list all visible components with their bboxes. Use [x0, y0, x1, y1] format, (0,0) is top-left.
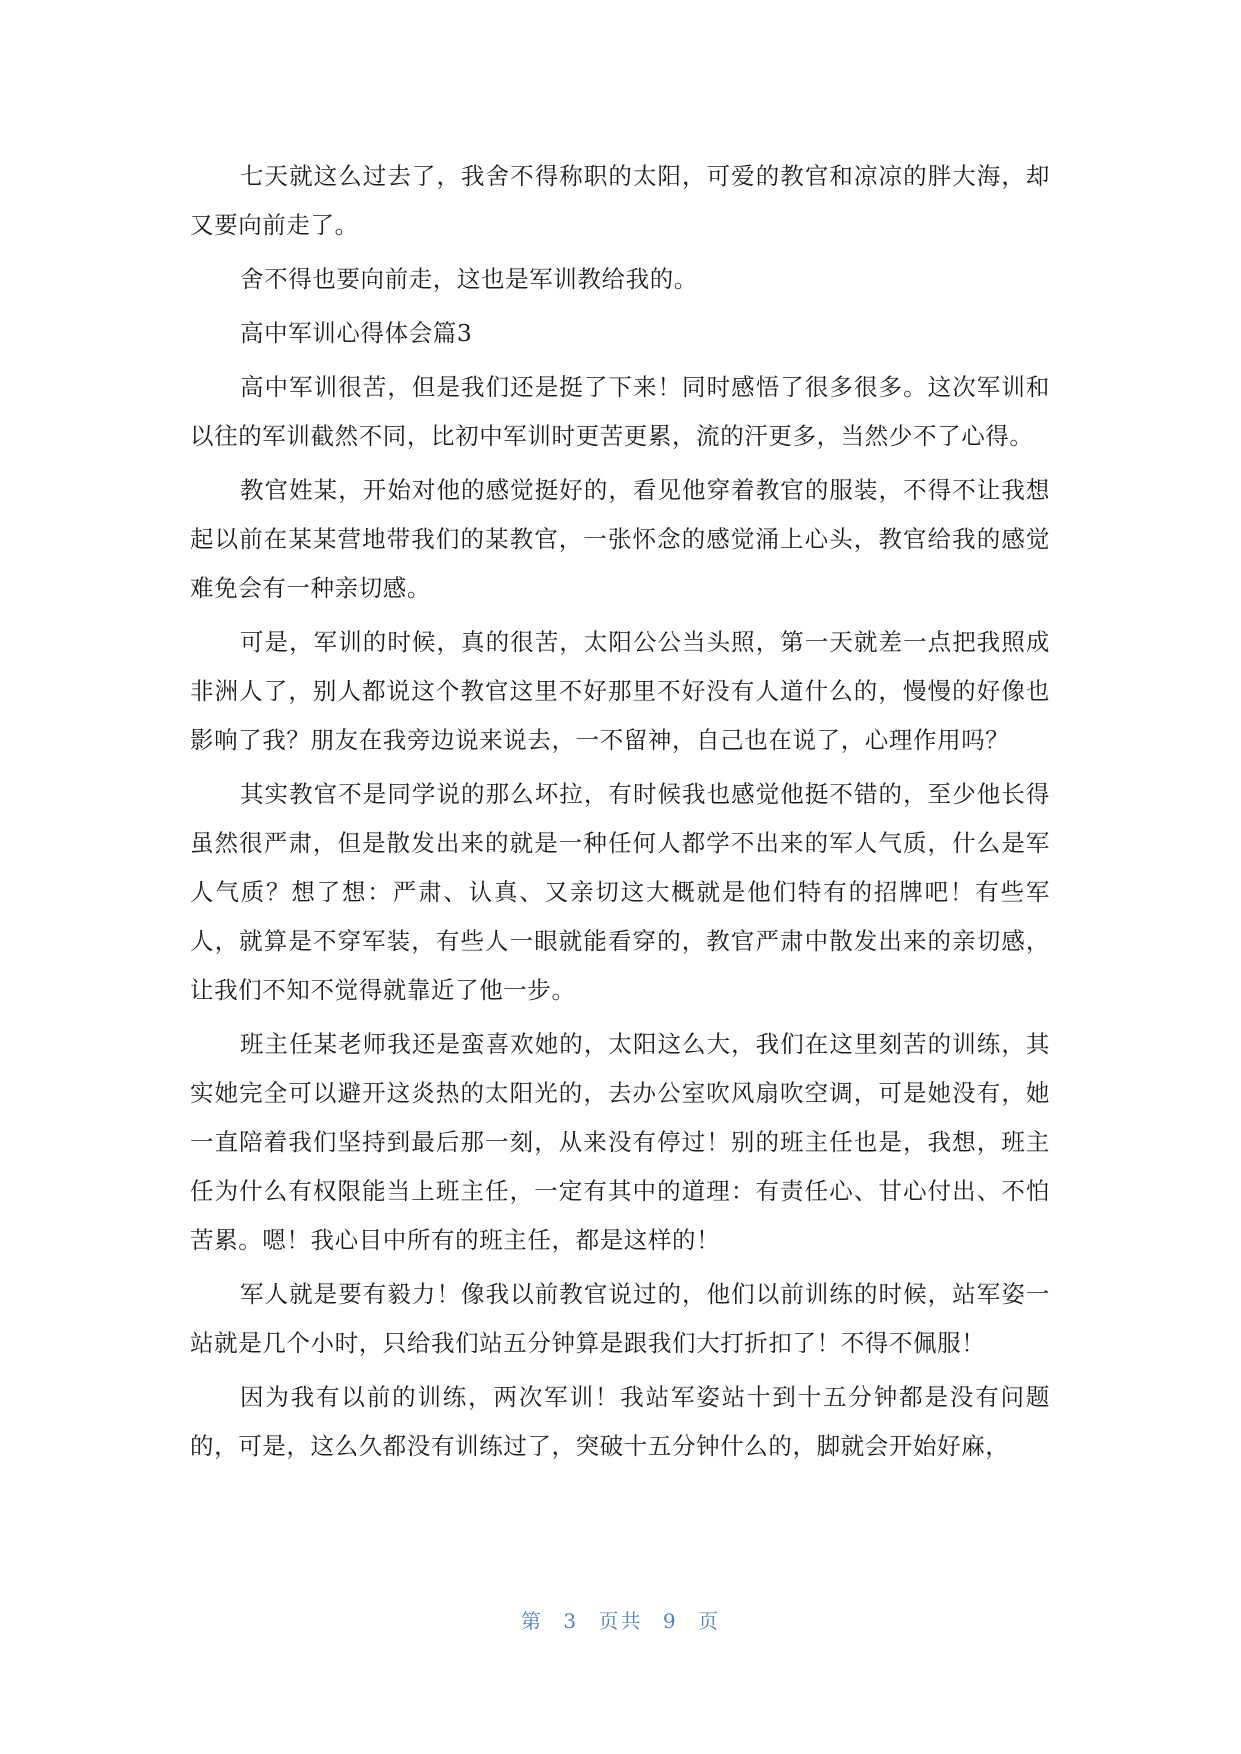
footer-prefix: 第 [521, 1609, 544, 1633]
paragraph: 其实教官不是同学说的那么坏拉，有时候我也感觉他挺不错的，至少他长得虽然很严肃，但是散发出来的就是一种任何人都学不出来的军人气质，什么是军人气质？想了想：严肃、认真、又亲切这大概就是他们特有的招牌吧！有些军人，就算是不穿军装，有些人一眼就能看穿的，教官严肃中散发出来的亲切感，让我们不知不觉得就靠近了他一步。 [190, 780, 1050, 1004]
paragraph: 舍不得也要向前走，这也是军训教给我的。 [240, 265, 698, 293]
footer-total-pages: 9 [662, 1609, 678, 1633]
page-footer [0, 1605, 1241, 1634]
paragraph: 可是，军训的时候，真的很苦，太阳公公当头照，第一天就差一点把我照成非洲人了，别人都说这个教官这里不好那里不好没有人道什么的，慢慢的好像也影响了我？朋友在我旁边说来说去，一不留神，自己也在说了，心理作用吗？ [190, 628, 1050, 754]
footer-middle: 页共 [598, 1609, 643, 1633]
paragraph: 因为我有以前的训练，两次军训！我站军姿站十到十五分钟都是没有问题的，可是，这么久都没有训练过了，突破十五分钟什么的，脚就会开始好麻， [190, 1383, 1050, 1460]
footer-suffix: 页 [697, 1609, 720, 1633]
footer-page-number: 3 [563, 1609, 579, 1633]
paragraph: 七天就这么过去了，我舍不得称职的太阳，可爱的教官和凉凉的胖大海，却又要向前走了。 [190, 162, 1050, 239]
paragraph: 军人就是要有毅力！像我以前教官说过的，他们以前训练的时候，站军姿一站就是几个小时，只给我们站五分钟算是跟我们大打折扣了！不得不佩服！ [190, 1280, 1050, 1357]
paragraph: 班主任某老师我还是蛮喜欢她的，太阳这么大，我们在这里刻苦的训练，其实她完全可以避开这炎热的太阳光的，去办公室吹风扇吹空调，可是她没有，她一直陪着我们坚持到最后那一刻，从来没有停过！别的班主任也是，我想，班主任为什么有权限能当上班主任，一定有其中的道理：有责任心、甘心付出、不怕苦累。嗯！我心目中所有的班主任，都是这样的！ [190, 1030, 1050, 1254]
paragraph: 教官姓某，开始对他的感觉挺好的，看见他穿着教官的服装，不得不让我想起以前在某某营地带我们的某教官，一张怀念的感觉涌上心头，教官给我的感觉难免会有一种亲切感。 [190, 476, 1050, 602]
section-heading: 高中军训心得体会篇3 [240, 319, 473, 347]
paragraph: 高中军训很苦，但是我们还是挺了下来！同时感悟了很多很多。这次军训和以往的军训截然不同，比初中军训时更苦更累，流的汗更多，当然少不了心得。 [190, 373, 1050, 450]
document-body [190, 152, 1050, 1476]
